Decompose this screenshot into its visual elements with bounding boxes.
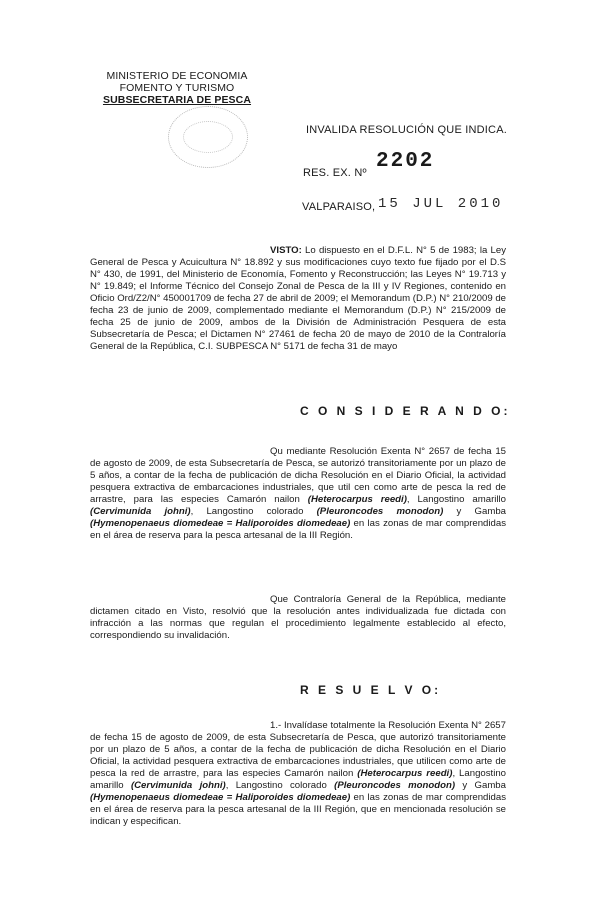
species-name: (Cervimunida johni) — [130, 780, 226, 791]
considerando-paragraph-1 — [90, 446, 506, 542]
species-name: (Hymenopenaeus diomedeae = Haliporoides diomedeae) — [90, 792, 351, 803]
considerando-p1-text: , Langostino colorado — [190, 506, 317, 517]
considerando-p2-text: mediante dictamen citado en Visto, resolvió que la resolución antes individualizada fue dictada con infracción a las normas que regulan el procedimiento legalmente establecido al efecto, correspondiendo su invalidación. — [90, 594, 506, 641]
resuelvo-p1-text: N° 2657 de fecha 15 de agosto de 2009, de esta Subsecretaría de Pesca, que autorizó transitoriamente por un plazo de 5 años, a contar de la fecha de publicación de dicha Resolución en el Diario Oficial, la actividad pesquera extractiva de embarcaciones industriales, que utilicen como arte de pesca la red de arrastre, para las especies Camarón nailon — [90, 720, 506, 779]
considerando-p1-text: en las zonas de mar comprendidas en el área de reserva para la pesca artesanal de la III Región. — [90, 518, 506, 541]
office-seal — [168, 106, 248, 168]
document-subject: INVALIDA RESOLUCIÓN QUE INDICA. — [306, 124, 507, 136]
resuelvo-paragraph-1 — [90, 720, 506, 828]
considerando-paragraph-2 — [90, 594, 506, 642]
considerando-p1-text: fecha 15 de agosto de 2009, de esta Subsecretaría de Pesca, se autorizó transitoriamente por un plazo de 5 años, a contar de la fecha de publicación de dicha Resolución en el Diario Oficial, la actividad pesquera extractiva de embarcaciones industriales, que util cen como arte de pesca la red de arrastre, para las especies Camarón nailon — [90, 446, 506, 505]
resuelvo-p1-first: 1.- Invalídase totalmente la Resolución Exenta — [270, 720, 469, 731]
office-seal-inner — [183, 121, 233, 153]
resuelvo-p1-text: , Langostino amarillo — [90, 768, 507, 791]
resolution-label: RES. EX. Nº — [303, 167, 367, 179]
ministry-subline: FOMENTO Y TURISMO — [119, 82, 235, 94]
resolution-number: 2202 — [376, 150, 435, 173]
resuelvo-heading: R E S U E L V O: — [300, 683, 442, 697]
resuelvo-p1-text: , Langostino colorado — [225, 780, 335, 791]
species-name: (Heterocarpus reedi) — [307, 494, 407, 505]
visto-paragraph — [90, 245, 506, 353]
visto-label: VISTO: — [270, 245, 302, 256]
considerando-p2-first: Que Contraloría General de la República, — [270, 594, 461, 605]
city-label: VALPARAISO, — [302, 201, 376, 213]
ministry-header — [92, 70, 262, 106]
species-name: (Cervimunida johni) — [90, 506, 191, 517]
considerando-p1-text: , Langostino amarillo — [406, 494, 506, 505]
considerando-heading: C O N S I D E R A N D O: — [300, 404, 511, 418]
considerando-p1-text: y Gamba — [443, 506, 506, 517]
ministry-line: MINISTERIO DE ECONOMIA — [106, 70, 248, 82]
resuelvo-p1-text: y Gamba — [455, 780, 506, 791]
date-stamp: 15 JUL 2010 — [378, 196, 504, 212]
species-name: (Heterocarpus reedi) — [357, 768, 453, 779]
visto-text: 1983; la Ley General de Pesca y Acuicultura N° 18.892 y sus modificaciones cuyo texto fue fijado por el D.S N° 430, de 1991, del Ministerio de Economía, Fomento y Reconstrucción; las Leyes N° 19.713 y N° 19.849; el Informe Técnico del Consejo Zonal de Pesca de la III y IV Regiones, contenido en Oficio Ord/Z2/N° 450001709 de fecha 27 de abril de 2009; el Memorandum (D.P.) N° 210/2009 de fecha 23 de junio de 2009, complementado mediante el Memorandum (D.P.) N° 215/2009 de fecha 25 de junio de 2009, ambos de la División de Administración Pesquera de esta Subsecretaría de Pesca; el Dictamen N° 27461 de fecha 20 de mayo de 2010 de la Contraloría General de la República, C.I. SUBPESCA N° 5171 de fecha 31 de mayo — [90, 245, 507, 352]
resuelvo-p1-text: en las zonas de mar comprendidas en el área de reserva para la pesca artesanal de la III Región, que en mencionada resolución se indican y especifican. — [90, 792, 506, 827]
species-name: (Pleuroncodes monodon) — [334, 780, 456, 791]
subsecretaria-line: SUBSECRETARIA DE PESCA — [102, 94, 252, 106]
species-name: (Hymenopenaeus diomedeae = Haliporoides diomedeae) — [90, 518, 351, 529]
visto-text-first: Lo dispuesto en el D.F.L. N° 5 de — [301, 245, 450, 256]
considerando-p1-first: Qu mediante Resolución Exenta N° 2657 de — [270, 446, 465, 457]
species-name: (Pleuroncodes monodon) — [316, 506, 444, 517]
